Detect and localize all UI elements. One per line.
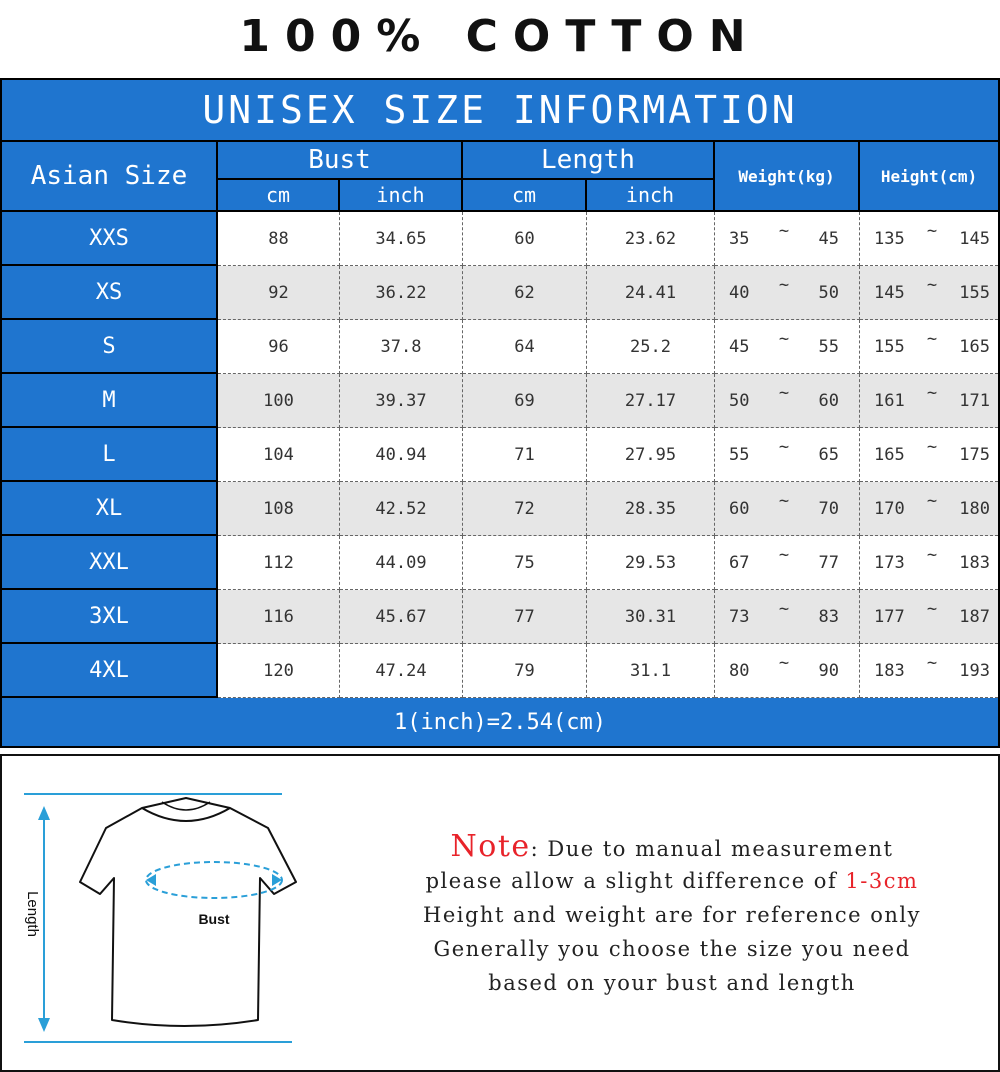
cell-bust-cm: 100 [218,374,340,428]
note-line-1: Note: Due to manual measurement [450,829,894,864]
cell-length-cm: 71 [463,428,587,482]
weight-max: 65 [818,444,839,465]
weight-max: 55 [818,336,839,357]
table-footnote: 1(inch)=2.54(cm) [2,698,998,746]
size-label-xs: XS [2,266,216,318]
cell-length-inch: 24.41 [587,266,715,320]
size-label-l: L [2,428,216,480]
cell-length-inch: 23.62 [587,212,715,266]
headline: 100% COTTON [239,10,761,62]
range-tilde: ~ [926,652,938,673]
weight-max: 90 [818,660,839,681]
weight-min: 55 [729,444,750,465]
height-max: 145 [959,228,990,249]
range-tilde: ~ [778,544,790,565]
size-label-xl: XL [2,482,216,534]
note-label: Note [450,829,531,864]
cell-bust-inch: 42.52 [340,482,463,536]
height-max: 183 [959,552,990,573]
cell-length-inch: 28.35 [587,482,715,536]
cell-length-inch: 30.31 [587,590,715,644]
cell-weight-range [715,212,860,266]
cell-bust-inch: 40.94 [340,428,463,482]
arrow-up-icon [38,806,50,820]
weight-min: 80 [729,660,750,681]
height-min: 135 [874,228,905,249]
cell-weight-range [715,428,860,482]
note-line-3: Height and weight are for reference only [423,903,921,927]
size-label-3xl: 3XL [2,590,216,642]
tolerance-highlight: 1-3cm [845,869,919,893]
note-line-2: please allow a slight difference of 1-3cm [425,869,919,893]
cell-length-inch: 31.1 [587,644,715,698]
range-tilde: ~ [778,436,790,457]
height-min: 170 [874,498,905,519]
cell-bust-cm: 96 [218,320,340,374]
cell-bust-inch: 44.09 [340,536,463,590]
cell-height-range [860,212,998,266]
range-tilde: ~ [926,274,938,295]
cell-length-cm: 79 [463,644,587,698]
cell-height-range [860,320,998,374]
range-tilde: ~ [778,490,790,511]
weight-max: 50 [818,282,839,303]
height-min: 161 [874,390,905,411]
tshirt-diagram [2,756,342,1070]
header-weight: Weight(kg) [715,142,858,210]
size-label-xxl: XXL [2,536,216,588]
height-max: 193 [959,660,990,681]
range-tilde: ~ [926,382,938,403]
weight-min: 40 [729,282,750,303]
note-line-5: based on your bust and length [488,971,856,995]
size-label-s: S [2,320,216,372]
note-panel [0,754,1000,1072]
cell-length-inch: 25.2 [587,320,715,374]
cell-bust-cm: 112 [218,536,340,590]
cell-length-cm: 62 [463,266,587,320]
weight-min: 67 [729,552,750,573]
weight-min: 60 [729,498,750,519]
height-min: 145 [874,282,905,303]
note-line-4: Generally you choose the size you need [433,937,911,961]
height-min: 155 [874,336,905,357]
cell-bust-cm: 104 [218,428,340,482]
range-tilde: ~ [926,436,938,457]
cell-weight-range [715,266,860,320]
height-min: 183 [874,660,905,681]
cell-bust-cm: 92 [218,266,340,320]
header-bust-cm: cm [218,180,338,210]
range-tilde: ~ [926,490,938,511]
height-min: 173 [874,552,905,573]
height-max: 175 [959,444,990,465]
size-label-xxs: XXS [2,212,216,264]
cell-bust-inch: 36.22 [340,266,463,320]
cell-weight-range [715,482,860,536]
cell-length-cm: 72 [463,482,587,536]
cell-length-inch: 27.17 [587,374,715,428]
cell-bust-inch: 34.65 [340,212,463,266]
weight-max: 45 [818,228,839,249]
cell-length-inch: 29.53 [587,536,715,590]
header-bust: Bust [218,142,461,178]
cell-length-cm: 69 [463,374,587,428]
cell-length-cm: 64 [463,320,587,374]
header-length: Length [463,142,713,178]
bust-label: Bust [198,911,230,927]
cell-length-cm: 60 [463,212,587,266]
cell-bust-inch: 39.37 [340,374,463,428]
cell-bust-inch: 47.24 [340,644,463,698]
cell-weight-range [715,644,860,698]
range-tilde: ~ [778,274,790,295]
height-max: 187 [959,606,990,627]
weight-max: 60 [818,390,839,411]
cell-height-range [860,374,998,428]
weight-min: 73 [729,606,750,627]
height-max: 171 [959,390,990,411]
cell-weight-range [715,374,860,428]
cell-height-range [860,644,998,698]
range-tilde: ~ [778,382,790,403]
range-tilde: ~ [926,598,938,619]
cell-weight-range [715,536,860,590]
height-min: 165 [874,444,905,465]
cell-height-range [860,482,998,536]
weight-max: 77 [818,552,839,573]
cell-length-cm: 77 [463,590,587,644]
cell-bust-inch: 37.8 [340,320,463,374]
range-tilde: ~ [926,328,938,349]
cell-bust-cm: 120 [218,644,340,698]
cell-weight-range [715,320,860,374]
weight-max: 70 [818,498,839,519]
size-label-m: M [2,374,216,426]
cell-bust-inch: 45.67 [340,590,463,644]
cell-bust-cm: 88 [218,212,340,266]
weight-min: 50 [729,390,750,411]
range-tilde: ~ [926,220,938,241]
header-length-cm: cm [463,180,585,210]
cell-length-inch: 27.95 [587,428,715,482]
height-min: 177 [874,606,905,627]
range-tilde: ~ [778,652,790,673]
weight-min: 45 [729,336,750,357]
cell-height-range [860,590,998,644]
size-table [0,78,1000,748]
cell-height-range [860,266,998,320]
header-bust-inch: inch [340,180,461,210]
range-tilde: ~ [778,328,790,349]
header-length-inch: inch [587,180,713,210]
size-label-4xl: 4XL [2,644,216,696]
length-label: Length [24,891,41,937]
cell-bust-cm: 116 [218,590,340,644]
arrow-down-icon [38,1018,50,1032]
height-max: 180 [959,498,990,519]
cell-height-range [860,536,998,590]
cell-bust-cm: 108 [218,482,340,536]
range-tilde: ~ [778,220,790,241]
header-height: Height(cm) [860,142,998,210]
note-text [362,830,982,1000]
weight-min: 35 [729,228,750,249]
tshirt-outline-icon [80,798,296,1026]
weight-max: 83 [818,606,839,627]
cell-weight-range [715,590,860,644]
table-title: UNISEX SIZE INFORMATION [2,80,998,140]
header-asian-size: Asian Size [2,142,216,210]
cell-length-cm: 75 [463,536,587,590]
range-tilde: ~ [778,598,790,619]
range-tilde: ~ [926,544,938,565]
height-max: 165 [959,336,990,357]
cell-height-range [860,428,998,482]
height-max: 155 [959,282,990,303]
